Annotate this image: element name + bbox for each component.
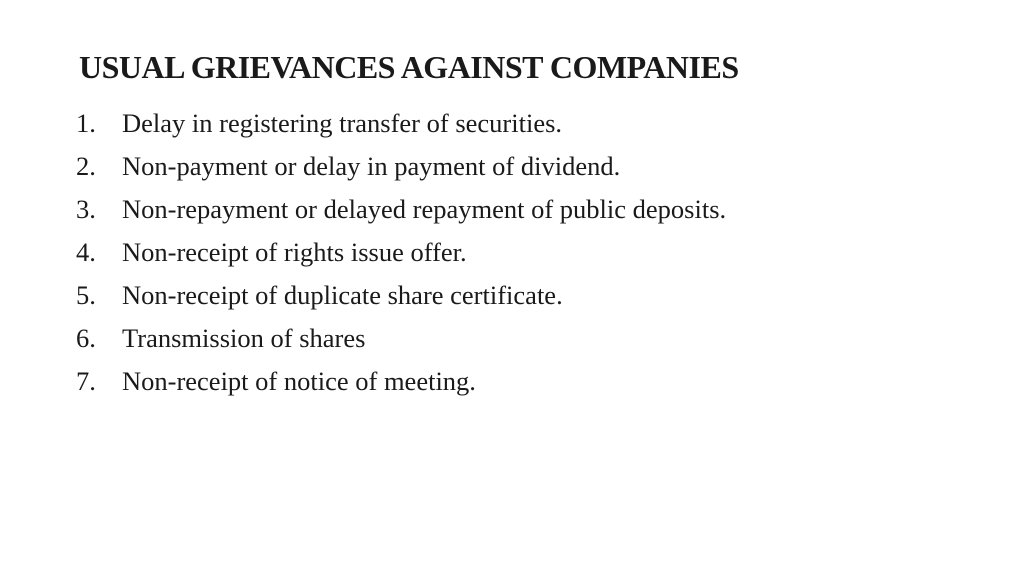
slide-title: USUAL GRIEVANCES AGAINST COMPANIES: [79, 49, 739, 85]
list-item-number: 1.: [76, 108, 96, 138]
list-item-number: 4.: [76, 237, 96, 267]
list-item-text: Non-receipt of notice of meeting.: [122, 366, 476, 396]
list-item-text: Transmission of shares: [122, 323, 366, 353]
list-item-number: 3.: [76, 194, 96, 224]
list-item-text: Non-payment or delay in payment of dividend.: [122, 151, 621, 181]
list-item-number: 6.: [76, 323, 96, 353]
list-item-number: 2.: [76, 151, 96, 181]
list-item-number: 5.: [76, 280, 96, 310]
list-item-text: Non-receipt of rights issue offer.: [122, 237, 467, 267]
list-item: [76, 231, 726, 274]
list-item-text: Delay in registering transfer of securities.: [122, 108, 563, 138]
list-item: [76, 188, 726, 231]
list-item-number: 7.: [76, 366, 96, 396]
list-item: [76, 145, 726, 188]
list-item: [76, 317, 726, 360]
list-item-text: Non-repayment or delayed repayment of public deposits.: [122, 194, 727, 224]
list-item: [76, 360, 726, 403]
list-item: [76, 102, 726, 145]
grievance-list: [76, 102, 726, 403]
list-item: [76, 274, 726, 317]
list-item-text: Non-receipt of duplicate share certificate.: [122, 280, 563, 310]
